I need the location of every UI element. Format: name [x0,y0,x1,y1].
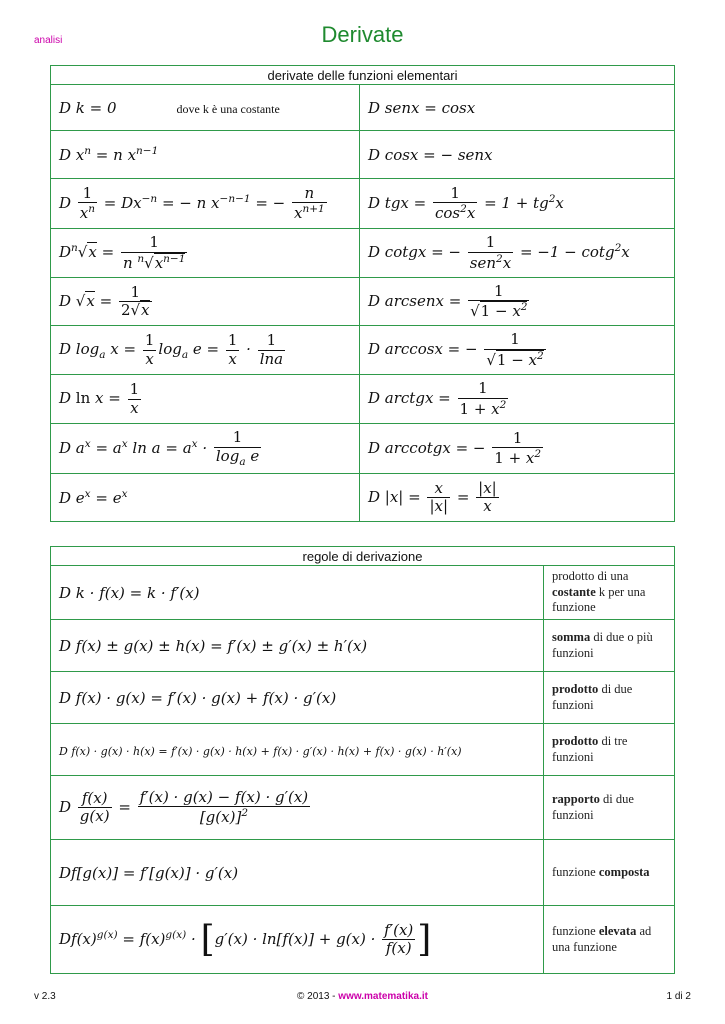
rule-note: prodotto di due funzioni [544,672,675,724]
formula-cell: $Df(x)^{g(x)} = f(x)^{g(x)} \cdot [g'(x) \cdot \ln[f(x)] + g(x)$ · $\frac{f'(x)}{f(x)}$ ] [51,906,544,974]
formula-cell: D f(x) ± g(x) ± h(x) = f′(x) ± g′(x) ± h′(x) [51,620,544,672]
site-link[interactable]: www.matematika.it [338,991,428,1002]
version-label: v 2.3 [34,991,56,1002]
formula-cell: D |x| = $\frac{x}{|x|}$ = $\frac{|x|}{x}$ [360,474,675,522]
formula-cell: D √x = $\frac{1}{2√x}$ [51,278,360,326]
formula-cell: D ln x = $\frac{1}{x}$ [51,375,360,424]
elementary-derivatives-table [50,65,675,522]
formula-cell: D $\frac{f(x)}{g(x)}$ = $\frac{f'(x) \cdot g(x) - f(x) \cdot g'(x)}{[g(x)]^2}$ [51,776,544,840]
formula-cell: D f(x) · g(x) · h(x) = f′(x) · g(x) · h(x) + f(x) · g′(x) · h(x) + f(x) · g(x) · h′(x) [51,724,544,776]
formula-cell: D arccotgx = − $\frac{1}{1 + x^2}$ [360,424,675,474]
page-number: 1 di 2 [666,991,691,1002]
subject-label: analisi [34,35,63,46]
formula-cell: D cotgx = − $\frac{1}{sen^2x}$ = −1 − cotg$^2$x [360,229,675,278]
formula-cell: D senx = cosx [360,85,675,131]
formula-cell: D arctgx = $\frac{1}{1 + x^2}$ [360,375,675,424]
rule-note: rapporto di due funzioni [544,776,675,840]
page-title: Derivate [321,22,404,47]
formula-cell: $D^n√x$ = $\frac{1}{n ^n√x^{n-1}}$ [51,229,360,278]
formula-cell: D $x^n = n$ $x^{n-1}$ [51,131,360,179]
formula-cell: D k = 0 dove k è una costante [51,85,360,131]
formula-cell: D cosx = − senx [360,131,675,179]
formula-cell: D arccosx = − $\frac{1}{√1 - x^2}$ [360,326,675,375]
formula-cell: D arcsenx = $\frac{1}{√1 - x^2}$ [360,278,675,326]
rule-note: somma di due o più funzioni [544,620,675,672]
table-heading: derivate delle funzioni elementari [51,66,675,85]
rule-note: funzione composta [544,840,675,906]
formula-cell: D $\frac{1}{x^n}$ = $Dx^{-n}$ = − n $x^{-n-1}$ = − $\frac{n}{x^{n+1}}$ [51,179,360,229]
formula-cell: Df[g(x)] = f′[g(x)] · g′(x) [51,840,544,906]
rule-note: prodotto di una costante k per una funzione [544,566,675,620]
formula-cell: D f(x) · g(x) = f′(x) · g(x) + f(x) · g′(x) [51,672,544,724]
formula-cell: D $e^x = e^x$ [51,474,360,522]
formula-cell: D k · f(x) = k · f′(x) [51,566,544,620]
rule-note: prodotto di tre funzioni [544,724,675,776]
formula-cell: D $\log_a x$ = $\frac{1}{x}$ $\log_a e$ = $\frac{1}{x}$ · $\frac{1}{\ln a}$ [51,326,360,375]
constant-note: dove k è una costante [176,102,280,116]
derivation-rules-table [50,546,675,974]
rule-note: funzione elevata ad una funzione [544,906,675,974]
formula-cell: D tgx = $\frac{1}{\cos^2x}$ = $1 + tg^2x$ [360,179,675,229]
formula-cell: D $a^x = a^x$ $\ln a = a^x$ · $\frac{1}{\log_a e}$ [51,424,360,474]
copyright-line: © 2013 - www.matematika.it [297,991,428,1002]
table-heading: regole di derivazione [51,547,675,566]
